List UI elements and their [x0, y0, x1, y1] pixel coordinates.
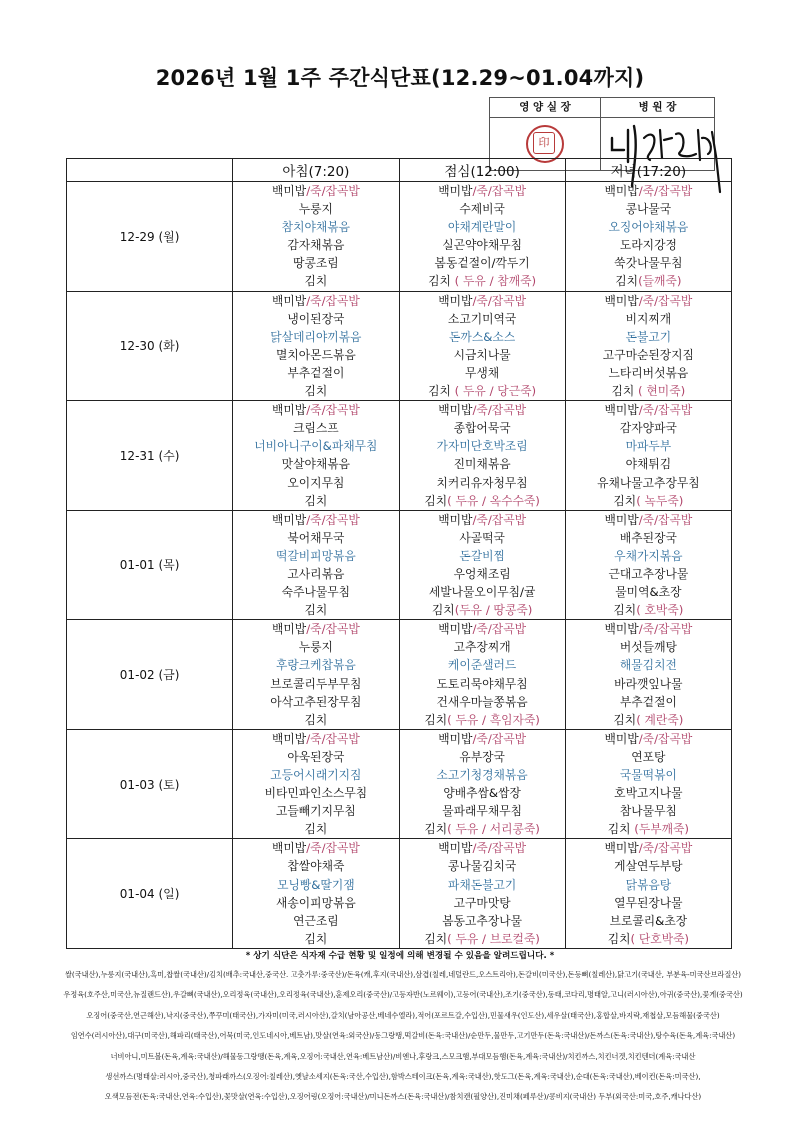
kimchi-item: 김치	[304, 274, 328, 289]
menu-item: 도토리묵야채무침	[436, 676, 528, 691]
menu-item: 땅콩조림	[293, 256, 339, 271]
staple-rice: 백미밥	[272, 184, 307, 198]
main-dish: 참치야채볶음	[281, 220, 351, 235]
menu-item: 호박고지나물	[614, 786, 683, 801]
staple-line	[233, 730, 398, 748]
meal-cell-dinner	[565, 182, 731, 292]
kimchi-item: 김치	[613, 493, 637, 508]
menu-item: 고구마순된장지짐	[602, 347, 694, 362]
kimchi-item: 김치	[304, 384, 328, 399]
menu-item: 바라깻잎나물	[614, 676, 683, 691]
kimchi-line	[233, 601, 398, 619]
staple-alternatives: /죽/잡곡밥	[472, 403, 526, 418]
menu-item: 숙주나물무침	[281, 585, 351, 600]
menu-item: 냉이된장국	[287, 311, 345, 326]
staple-rice: 백미밥	[604, 622, 639, 637]
porridge-option: ( 두유 / 옥수수죽)	[447, 493, 540, 508]
porridge-option: ( 단호박죽)	[630, 931, 690, 946]
main-dish: 가자미단호박조림	[436, 439, 528, 454]
meal-cell-dinner	[565, 620, 731, 730]
menu-item: 새송이피망볶음	[275, 895, 356, 910]
kimchi-line	[400, 492, 565, 510]
menu-item: 누룽지	[298, 640, 333, 655]
staple-line	[400, 730, 565, 748]
menu-item: 부추겉절이	[287, 365, 345, 380]
day-row	[67, 401, 732, 511]
kimchi-line	[400, 601, 565, 619]
staple-alternatives: /죽/잡곡밥	[306, 184, 360, 198]
kimchi-line	[566, 930, 731, 948]
main-dish: 모닝빵&딸기잼	[277, 877, 355, 892]
kimchi-line	[566, 820, 731, 838]
staple-rice: 백미밥	[438, 512, 473, 527]
col-header-breakfast: 아침(7:20)	[233, 159, 399, 182]
menu-item: 쑥갓나물무침	[614, 256, 683, 271]
day-row	[67, 620, 732, 730]
kimchi-item: 김치	[613, 712, 637, 727]
kimchi-item: 김치	[613, 603, 637, 618]
staple-line	[233, 292, 398, 310]
menu-item: 고들빼기지무침	[275, 804, 356, 819]
menu-item: 멸치아몬드볶음	[275, 347, 356, 362]
staple-alternatives: /죽/잡곡밥	[638, 622, 693, 637]
staple-rice: 백미밥	[438, 731, 473, 746]
porridge-option: ( 두유 / 당근죽)	[450, 384, 537, 399]
kimchi-line	[400, 711, 565, 729]
menu-item: 진미채볶음	[453, 457, 511, 472]
menu-item: 사골떡국	[459, 530, 505, 545]
main-dish: 마파두부	[625, 439, 672, 454]
kimchi-item: 김치	[607, 822, 631, 837]
meal-cell-dinner	[565, 839, 731, 949]
kimchi-line	[566, 272, 731, 290]
staple-rice: 백미밥	[272, 512, 307, 527]
menu-item: 고구마맛탕	[453, 895, 511, 910]
staple-rice: 백미밥	[604, 512, 639, 527]
menu-item: 양배추쌈&쌈장	[443, 786, 521, 801]
kimchi-item: 김치	[428, 274, 451, 289]
staple-alternatives: /죽/잡곡밥	[306, 731, 360, 746]
meal-cell-lunch	[399, 729, 565, 839]
main-dish: 야채계란말이	[447, 220, 517, 235]
menu-item: 우엉채조림	[453, 566, 511, 581]
kimchi-item: 김치	[431, 603, 455, 618]
staple-line	[566, 182, 731, 200]
staple-alternatives: /죽/잡곡밥	[306, 622, 360, 637]
main-dish: 돈불고기	[625, 329, 672, 344]
staple-alternatives: /죽/잡곡밥	[306, 841, 360, 856]
staple-alternatives: /죽/잡곡밥	[638, 184, 693, 198]
day-row	[67, 729, 732, 839]
menu-item: 참나물무침	[619, 804, 677, 819]
menu-item: 무생채	[465, 365, 500, 380]
main-dish: 해물김치전	[619, 658, 677, 673]
staple-line	[233, 620, 398, 638]
menu-item: 소고기미역국	[447, 311, 517, 326]
porridge-option: ( 두유 / 서리콩죽)	[447, 822, 540, 837]
meal-cell-breakfast	[233, 291, 399, 401]
menu-item: 누룽지	[298, 202, 333, 217]
kimchi-item: 김치	[304, 603, 328, 618]
menu-item: 배추된장국	[619, 530, 677, 545]
meal-cell-lunch	[399, 291, 565, 401]
kimchi-line	[233, 711, 398, 729]
approval-label-nutritionist: 영 양 실 장	[490, 98, 601, 118]
main-dish: 고등어시래기지짐	[270, 768, 362, 782]
staple-line	[400, 620, 565, 638]
staple-rice: 백미밥	[272, 731, 307, 746]
staple-rice: 백미밥	[438, 293, 473, 308]
meal-cell-breakfast	[233, 839, 399, 949]
main-dish: 후랑크케찹볶음	[275, 658, 356, 673]
kimchi-line	[566, 382, 731, 400]
staple-rice: 백미밥	[604, 731, 639, 746]
staple-alternatives: /죽/잡곡밥	[472, 841, 526, 856]
day-date: 01-01 (목)	[67, 510, 233, 620]
menu-item: 콩나물김치국	[447, 859, 517, 874]
meal-cell-lunch	[399, 620, 565, 730]
kimchi-item: 김치	[304, 712, 328, 727]
staple-line	[566, 839, 731, 857]
origin-line: 임연수(러시아산),대구(미국산),해파리(태국산),어묵(미국,인도네시아,베트남),맛살(연육:외국산)/동그랑땡,떡갈비(돈육:국내산)/순만두,물만두,고기만두(돈육:국내산)/돈까스(돈육:국내산),탕수육(돈육,계육:국내산)	[70, 1031, 736, 1041]
staple-rice: 백미밥	[272, 841, 307, 856]
main-dish: 닭살데리야끼볶음	[270, 329, 362, 344]
porridge-option: ( 두유 / 브로컬죽)	[447, 931, 540, 946]
day-date: 12-29 (월)	[67, 182, 233, 292]
menu-table	[66, 158, 732, 949]
kimchi-item: 김치	[428, 384, 451, 399]
kimchi-line	[566, 601, 731, 619]
header-corner	[67, 159, 233, 182]
menu-item: 찹쌀야채죽	[287, 859, 345, 874]
porridge-option: ( 계란죽)	[636, 712, 684, 727]
meal-cell-breakfast	[233, 729, 399, 839]
main-dish: 떡갈비피망볶음	[275, 548, 356, 563]
kimchi-line	[233, 930, 398, 948]
staple-alternatives: /죽/잡곡밥	[472, 622, 526, 637]
main-dish: 우채가지볶음	[614, 548, 683, 563]
menu-item: 아욱된장국	[287, 749, 345, 764]
menu-item: 아삭고추된장무침	[270, 694, 362, 709]
menu-item: 봄동겉절이/깍두기	[434, 256, 530, 271]
staple-alternatives: /죽/잡곡밥	[638, 512, 693, 527]
main-dish: 돈갈비찜	[459, 548, 505, 563]
day-date: 01-04 (일)	[67, 839, 233, 949]
menu-item: 실곤약야채무침	[442, 238, 523, 253]
staple-alternatives: /죽/잡곡밥	[306, 403, 360, 418]
meal-cell-lunch	[399, 510, 565, 620]
porridge-option: ( 녹두죽)	[636, 493, 684, 508]
menu-item: 도라지강정	[619, 238, 677, 253]
staple-line	[233, 839, 398, 857]
staple-rice: 백미밥	[272, 293, 307, 308]
porridge-option: ( 현미죽)	[634, 384, 686, 399]
origin-line: 오징어(중국산,연근해산),낙지(중국산),쭈꾸미(태국산),가자미(미국,러시아산),갈치(남아공산,베네수엘라),적어(포르트갈,수입산),민물새우(인도산),세우살(태국산),홍합살,바지락,재첩살,모듬해물(중국산)	[86, 1010, 720, 1020]
origin-line: 우정육(호주산,미국산,뉴질랜드산),우갈뼈(국내산),오리정육(국내산),오리정육(국내산),훈제오리(중국산)/고등자반(노르웨이),고등어(국내산),조기(중국산),동태,코다리,명태알,고니(러시아산),아귀(중국산),꽃게(중국산)	[63, 990, 743, 1000]
day-date: 01-03 (토)	[67, 729, 233, 839]
meal-cell-breakfast	[233, 510, 399, 620]
meal-cell-lunch	[399, 401, 565, 511]
meal-cell-breakfast	[233, 620, 399, 730]
menu-item: 비지찌개	[625, 311, 672, 326]
main-dish: 너비아니구이&파채무침	[254, 439, 378, 454]
menu-item: 수제비국	[459, 202, 505, 217]
staple-rice: 백미밥	[272, 622, 307, 637]
meal-cell-breakfast	[233, 182, 399, 292]
day-date: 12-30 (화)	[67, 291, 233, 401]
menu-header-row	[67, 159, 732, 182]
kimchi-line	[400, 820, 565, 838]
menu-item: 고사리볶음	[287, 566, 345, 581]
meal-cell-lunch	[399, 182, 565, 292]
main-dish: 소고기청경채볶음	[436, 768, 528, 782]
kimchi-line	[233, 382, 398, 400]
staple-rice: 백미밥	[604, 184, 639, 198]
staple-line	[400, 839, 565, 857]
kimchi-line	[400, 930, 565, 948]
staple-rice: 백미밥	[438, 403, 473, 418]
meal-cell-breakfast	[233, 401, 399, 511]
kimchi-item: 김치	[424, 931, 448, 946]
kimchi-line	[400, 382, 565, 400]
menu-item: 봄동고추장나물	[442, 913, 523, 928]
menu-item: 시금치나물	[453, 347, 511, 362]
staple-line	[400, 401, 565, 419]
menu-item: 비타민파인소스무침	[264, 786, 368, 801]
menu-item: 감자채볶음	[287, 238, 345, 253]
day-row	[67, 291, 732, 401]
menu-item: 건새우마늘쫑볶음	[436, 694, 528, 709]
porridge-option: ( 두유 / 참깨죽)	[450, 274, 537, 289]
menu-item: 종합어묵국	[453, 421, 511, 436]
staple-line	[233, 511, 398, 529]
staple-line	[566, 292, 731, 310]
porridge-option: ( 호박죽)	[636, 603, 684, 618]
menu-item: 맛살야채볶음	[281, 457, 351, 472]
origin-line: 쌀(국내산),누룽지(국내산),흑미,찹쌀(국내산)/김치(배추:국내산,중국산. 고춧가루:중국산)/돈육(캐,후지(국내산),삼겹(칠레,네덜란드,오스트리아),돈갈비(미국산),돈등뼈(칠레산),닭고기(국내산, 부분육-미국산브라질산)	[64, 970, 742, 979]
day-row	[67, 839, 732, 949]
day-date: 12-31 (수)	[67, 401, 233, 511]
kimchi-line	[233, 492, 398, 510]
porridge-option: (들깨죽)	[638, 274, 682, 289]
col-header-lunch: 점심(12:00)	[399, 159, 565, 182]
staple-rice: 백미밥	[604, 293, 639, 308]
staple-alternatives: /죽/잡곡밥	[638, 841, 693, 856]
menu-item: 느타리버섯볶음	[608, 365, 689, 380]
staple-alternatives: /죽/잡곡밥	[306, 293, 360, 308]
menu-item: 콩나물국	[625, 202, 672, 217]
staple-line	[400, 511, 565, 529]
menu-item: 게살연두부탕	[614, 859, 683, 874]
kimchi-item: 김치	[304, 822, 328, 837]
staple-line	[566, 401, 731, 419]
staple-alternatives: /죽/잡곡밥	[638, 403, 693, 418]
staple-alternatives: /죽/잡곡밥	[638, 293, 693, 308]
kimchi-line	[233, 820, 398, 838]
menu-item: 세발나물오이무침/귤	[428, 585, 536, 600]
menu-item: 크림스프	[293, 421, 339, 436]
meal-cell-dinner	[565, 510, 731, 620]
kimchi-item: 김치	[304, 493, 328, 508]
main-dish: 오징어야채볶음	[608, 220, 689, 235]
kimchi-item: 김치	[607, 931, 631, 946]
kimchi-item: 김치	[424, 712, 448, 727]
kimchi-item: 김치	[615, 274, 639, 289]
main-dish: 닭볶음탕	[625, 877, 672, 892]
staple-line	[400, 292, 565, 310]
staple-line	[400, 182, 565, 200]
approval-seal-stamp: 印	[526, 125, 564, 163]
porridge-option: ( 두유 / 흑임자죽)	[447, 712, 540, 727]
day-row	[67, 510, 732, 620]
main-dish: 케이준샐러드	[447, 658, 517, 673]
staple-rice: 백미밥	[272, 403, 307, 418]
staple-line	[566, 511, 731, 529]
day-row	[67, 182, 732, 292]
menu-item: 버섯들깨탕	[619, 640, 677, 655]
staple-alternatives: /죽/잡곡밥	[472, 731, 526, 746]
approval-label-director: 병 원 장	[601, 98, 714, 118]
staple-alternatives: /죽/잡곡밥	[472, 293, 526, 308]
staple-rice: 백미밥	[438, 622, 473, 637]
main-dish: 돈까스&소스	[449, 329, 516, 344]
kimchi-item: 김치	[304, 931, 328, 946]
porridge-option: (두부깨죽)	[630, 822, 690, 837]
staple-line	[233, 182, 398, 200]
staple-rice: 백미밥	[604, 841, 639, 856]
meal-cell-dinner	[565, 729, 731, 839]
menu-item: 브로콜리&초장	[609, 913, 688, 928]
staple-alternatives: /죽/잡곡밥	[638, 731, 693, 746]
menu-item: 부추겉절이	[619, 694, 677, 709]
menu-item: 물파래무채무침	[442, 804, 523, 819]
menu-item: 열무된장나물	[614, 895, 683, 910]
kimchi-line	[400, 272, 565, 290]
menu-item: 감자양파국	[619, 421, 677, 436]
kimchi-item: 김치	[424, 493, 448, 508]
origin-line: 오색모듬전(돈육:국내산,연육:수입산),꽃맛살(연육:수입산),오징어링(오징어:국내산)/미니돈까스(돈육:국내산)/참치캔(필양산),진미채(페루산)/콩비지(국내산) 두부(외국산:미국,호주,캐나다산)	[104, 1092, 702, 1102]
menu-item: 치커리유자청무침	[436, 475, 528, 490]
staple-rice: 백미밥	[438, 184, 473, 198]
porridge-option: (두유 / 땅콩죽)	[454, 603, 533, 618]
menu-item: 근대고추장나물	[608, 566, 689, 581]
staple-alternatives: /죽/잡곡밥	[472, 184, 526, 198]
kimchi-line	[566, 711, 731, 729]
menu-item: 고추장찌개	[453, 640, 511, 655]
staple-line	[233, 401, 398, 419]
meal-cell-lunch	[399, 839, 565, 949]
menu-item: 북어채무국	[287, 530, 345, 545]
menu-item: 브로콜리두부무침	[270, 676, 362, 691]
staple-line	[566, 620, 731, 638]
staple-rice: 백미밥	[438, 841, 473, 856]
origin-info	[58, 965, 748, 1108]
notice-text: * 상기 식단은 식자재 수급 현황 및 일정에 의해 변경될 수 있음을 알려드립니다. *	[245, 951, 555, 961]
main-dish: 국물떡볶이	[619, 768, 677, 782]
menu-item: 오이지무침	[287, 475, 345, 490]
kimchi-item: 김치	[424, 822, 448, 837]
origin-line: 너비아니,미트볼(돈육,계육:국내산)/해물동그랑땡(돈육,계육,오징어:국내산,연육:베트남산)/비엔나,후랑크,스모크햄,부대모듬햄(돈육,계육:국내산)/치킨까스,치킨너겟,치킨텐더(계육:국내산	[110, 1051, 696, 1061]
origin-line: 생선까스(명태살:러시아,중국산),청파래까스(오징어:칠레산),옛날소세지(돈육:국산,수입산),함박스테이크(돈육,계육:국내산),핫도그(돈육,계육:국내산),순대(돈육:국내산),베이컨(돈육:미국산),	[105, 1072, 701, 1082]
staple-alternatives: /죽/잡곡밥	[472, 512, 526, 527]
main-dish: 파채돈불고기	[447, 877, 517, 892]
kimchi-item: 김치	[611, 384, 635, 399]
menu-item: 연근조림	[293, 913, 339, 928]
page-title: 2026년 1월 1주 주간식단표(12.29~01.04까지)	[155, 66, 645, 90]
staple-line	[566, 730, 731, 748]
menu-item: 물미역&초장	[615, 585, 682, 600]
menu-item: 유채나물고추장무침	[597, 475, 700, 490]
meal-cell-dinner	[565, 291, 731, 401]
col-header-dinner: 저녁(17:20)	[565, 159, 731, 182]
kimchi-line	[566, 492, 731, 510]
menu-item: 야채튀김	[625, 457, 672, 472]
menu-item: 유부장국	[459, 749, 505, 764]
staple-rice: 백미밥	[604, 403, 639, 418]
kimchi-line	[233, 272, 398, 290]
day-date: 01-02 (금)	[67, 620, 233, 730]
meal-cell-dinner	[565, 401, 731, 511]
staple-alternatives: /죽/잡곡밥	[306, 512, 360, 527]
menu-item: 연포탕	[631, 749, 666, 764]
